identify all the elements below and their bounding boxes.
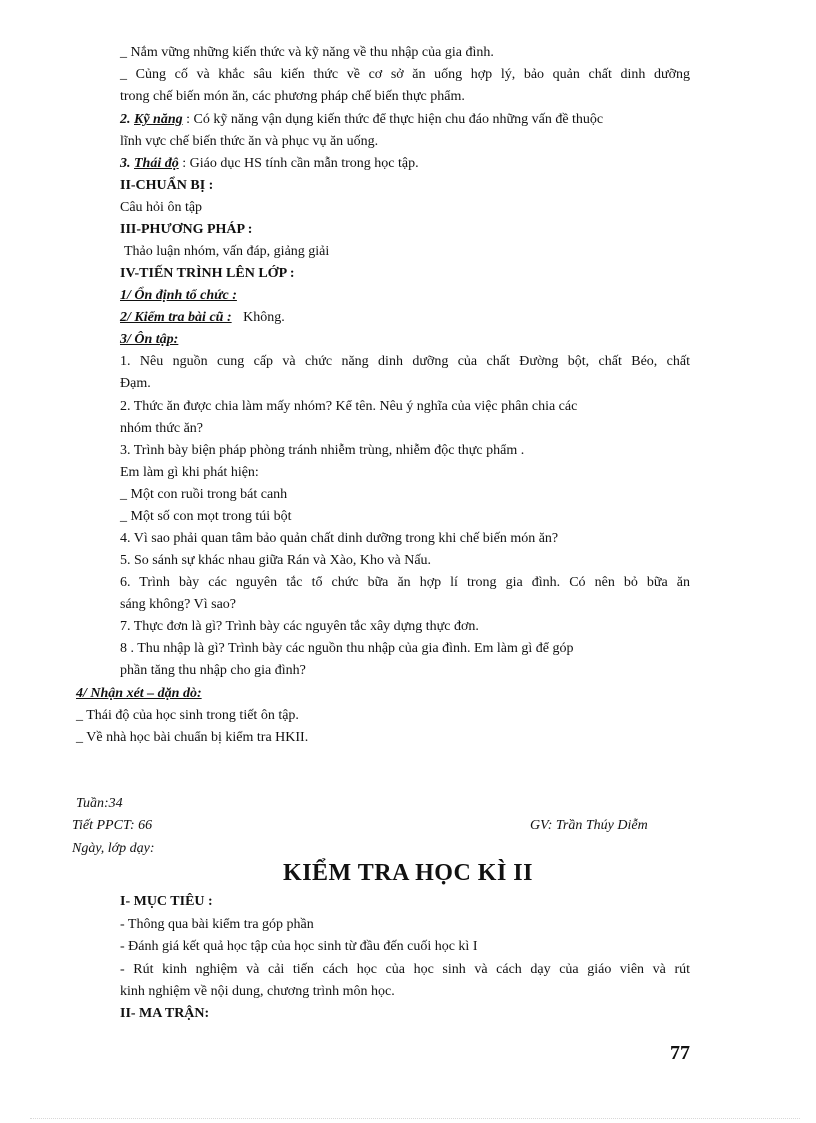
skill-line — [120, 111, 603, 129]
attitude-text: : Giáo dục HS tính cần mẫn trong học tập. — [182, 156, 419, 171]
step-2-line — [120, 309, 285, 327]
attitude-line — [120, 155, 419, 173]
objectives-heading: I- MỤC TIÊU : — [120, 894, 213, 909]
objective-nutrition-cont: trong chế biến món ăn, các phương pháp chế biến thực phẩm. — [120, 89, 465, 104]
exam-title: KIỂM TRA HỌC KÌ II — [283, 860, 533, 886]
objective-income: _ Nắm vững những kiến thức và kỹ năng về thu nhập của gia đình. — [120, 45, 494, 60]
method-text: Thảo luận nhóm, vấn đáp, giảng giải — [124, 244, 330, 259]
date-label: Ngày, lớp dạy: — [72, 841, 155, 856]
attitude-number: 3. — [120, 156, 131, 171]
page-number: 77 — [670, 1042, 690, 1064]
objective-1: - Thông qua bài kiểm tra góp phần — [120, 917, 314, 932]
process-heading: IV-TIẾN TRÌNH LÊN LỚP : — [120, 266, 295, 281]
step-2-text: Không. — [243, 310, 285, 325]
question-3: 3. Trình bày biện pháp phòng tránh nhiễm trùng, nhiễm độc thực phẩm . — [120, 443, 525, 458]
method-heading: III-PHƯƠNG PHÁP : — [120, 222, 253, 237]
objective-3-cont: kinh nghiệm về nội dung, chương trình môn học. — [120, 984, 395, 999]
step-2-heading: 2/ Kiểm tra bài cũ : — [120, 310, 232, 325]
question-3-case-1: _ Một con ruồi trong bát canh — [120, 487, 288, 502]
objective-2: - Đánh giá kết quả học tập của học sinh từ đầu đến cuối học kì I — [120, 939, 478, 954]
review-item-1: _ Thái độ của học sinh trong tiết ôn tập. — [76, 708, 299, 723]
question-5: 5. So sánh sự khác nhau giữa Rán và Xào, Kho và Nấu. — [120, 553, 432, 568]
objective-3: - Rút kinh nghiệm và cải tiến cách học của học sinh và cách dạy của giáo viên và rút — [120, 962, 690, 977]
question-2-cont: nhóm thức ăn? — [120, 421, 204, 436]
question-1: 1. Nêu nguồn cung cấp và chức năng dinh dưỡng của chất Đường bột, chất Béo, chất — [120, 354, 690, 369]
question-3-case-2: _ Một số con mọt trong túi bột — [120, 509, 292, 524]
question-8: 8 . Thu nhập là gì? Trình bày các nguồn thu nhập của gia đình. Em làm gì để góp — [120, 641, 574, 656]
question-4: 4. Vì sao phải quan tâm bảo quản chất dinh dưỡng trong khi chế biến món ăn? — [120, 531, 559, 546]
page-bottom-divider — [30, 1118, 800, 1119]
question-6: 6. Trình bày các nguyên tắc tổ chức bữa ăn hợp lí trong gia đình. Có nên bỏ bữa ăn — [120, 575, 690, 590]
period-label: Tiết PPCT: 66 — [72, 818, 153, 833]
teacher-label: GV: Trần Thúy Diễm — [530, 818, 648, 833]
skill-text: : Có kỹ năng vận dụng kiến thức để thực hiện chu đáo những vấn đề thuộc — [186, 112, 604, 127]
question-8-cont: phần tăng thu nhập cho gia đình? — [120, 663, 306, 678]
question-7: 7. Thực đơn là gì? Trình bày các nguyên tắc xây dựng thực đơn. — [120, 619, 479, 634]
prep-heading: II-CHUẨN BỊ : — [120, 178, 214, 193]
week-label: Tuần:34 — [76, 796, 123, 811]
question-3-prompt: Em làm gì khi phát hiện: — [120, 465, 259, 480]
question-2: 2. Thức ăn được chia làm mấy nhóm? Kể tên. Nêu ý nghĩa của việc phân chia các — [120, 399, 578, 414]
question-1-cont: Đạm. — [120, 376, 151, 391]
matrix-heading: II- MA TRẬN: — [120, 1006, 210, 1021]
skill-label: Kỹ năng — [134, 112, 183, 127]
prep-text: Câu hỏi ôn tập — [120, 200, 203, 215]
review-item-2: _ Về nhà học bài chuẩn bị kiểm tra HKII. — [76, 730, 309, 745]
review-heading: 4/ Nhận xét – dặn dò: — [76, 686, 202, 701]
step-3-heading: 3/ Ôn tập: — [120, 332, 179, 347]
skill-text-cont: lĩnh vực chế biến thức ăn và phục vụ ăn uống. — [120, 134, 379, 149]
attitude-label: Thái độ — [134, 156, 179, 171]
objective-nutrition: _ Củng cố và khắc sâu kiến thức về cơ sở ăn uống hợp lý, bảo quản chất dinh dưỡng — [120, 67, 690, 82]
step-1-heading: 1/ Ổn định tổ chức : — [120, 288, 237, 303]
skill-number: 2. — [120, 112, 131, 127]
question-6-cont: sáng không? Vì sao? — [120, 597, 236, 612]
